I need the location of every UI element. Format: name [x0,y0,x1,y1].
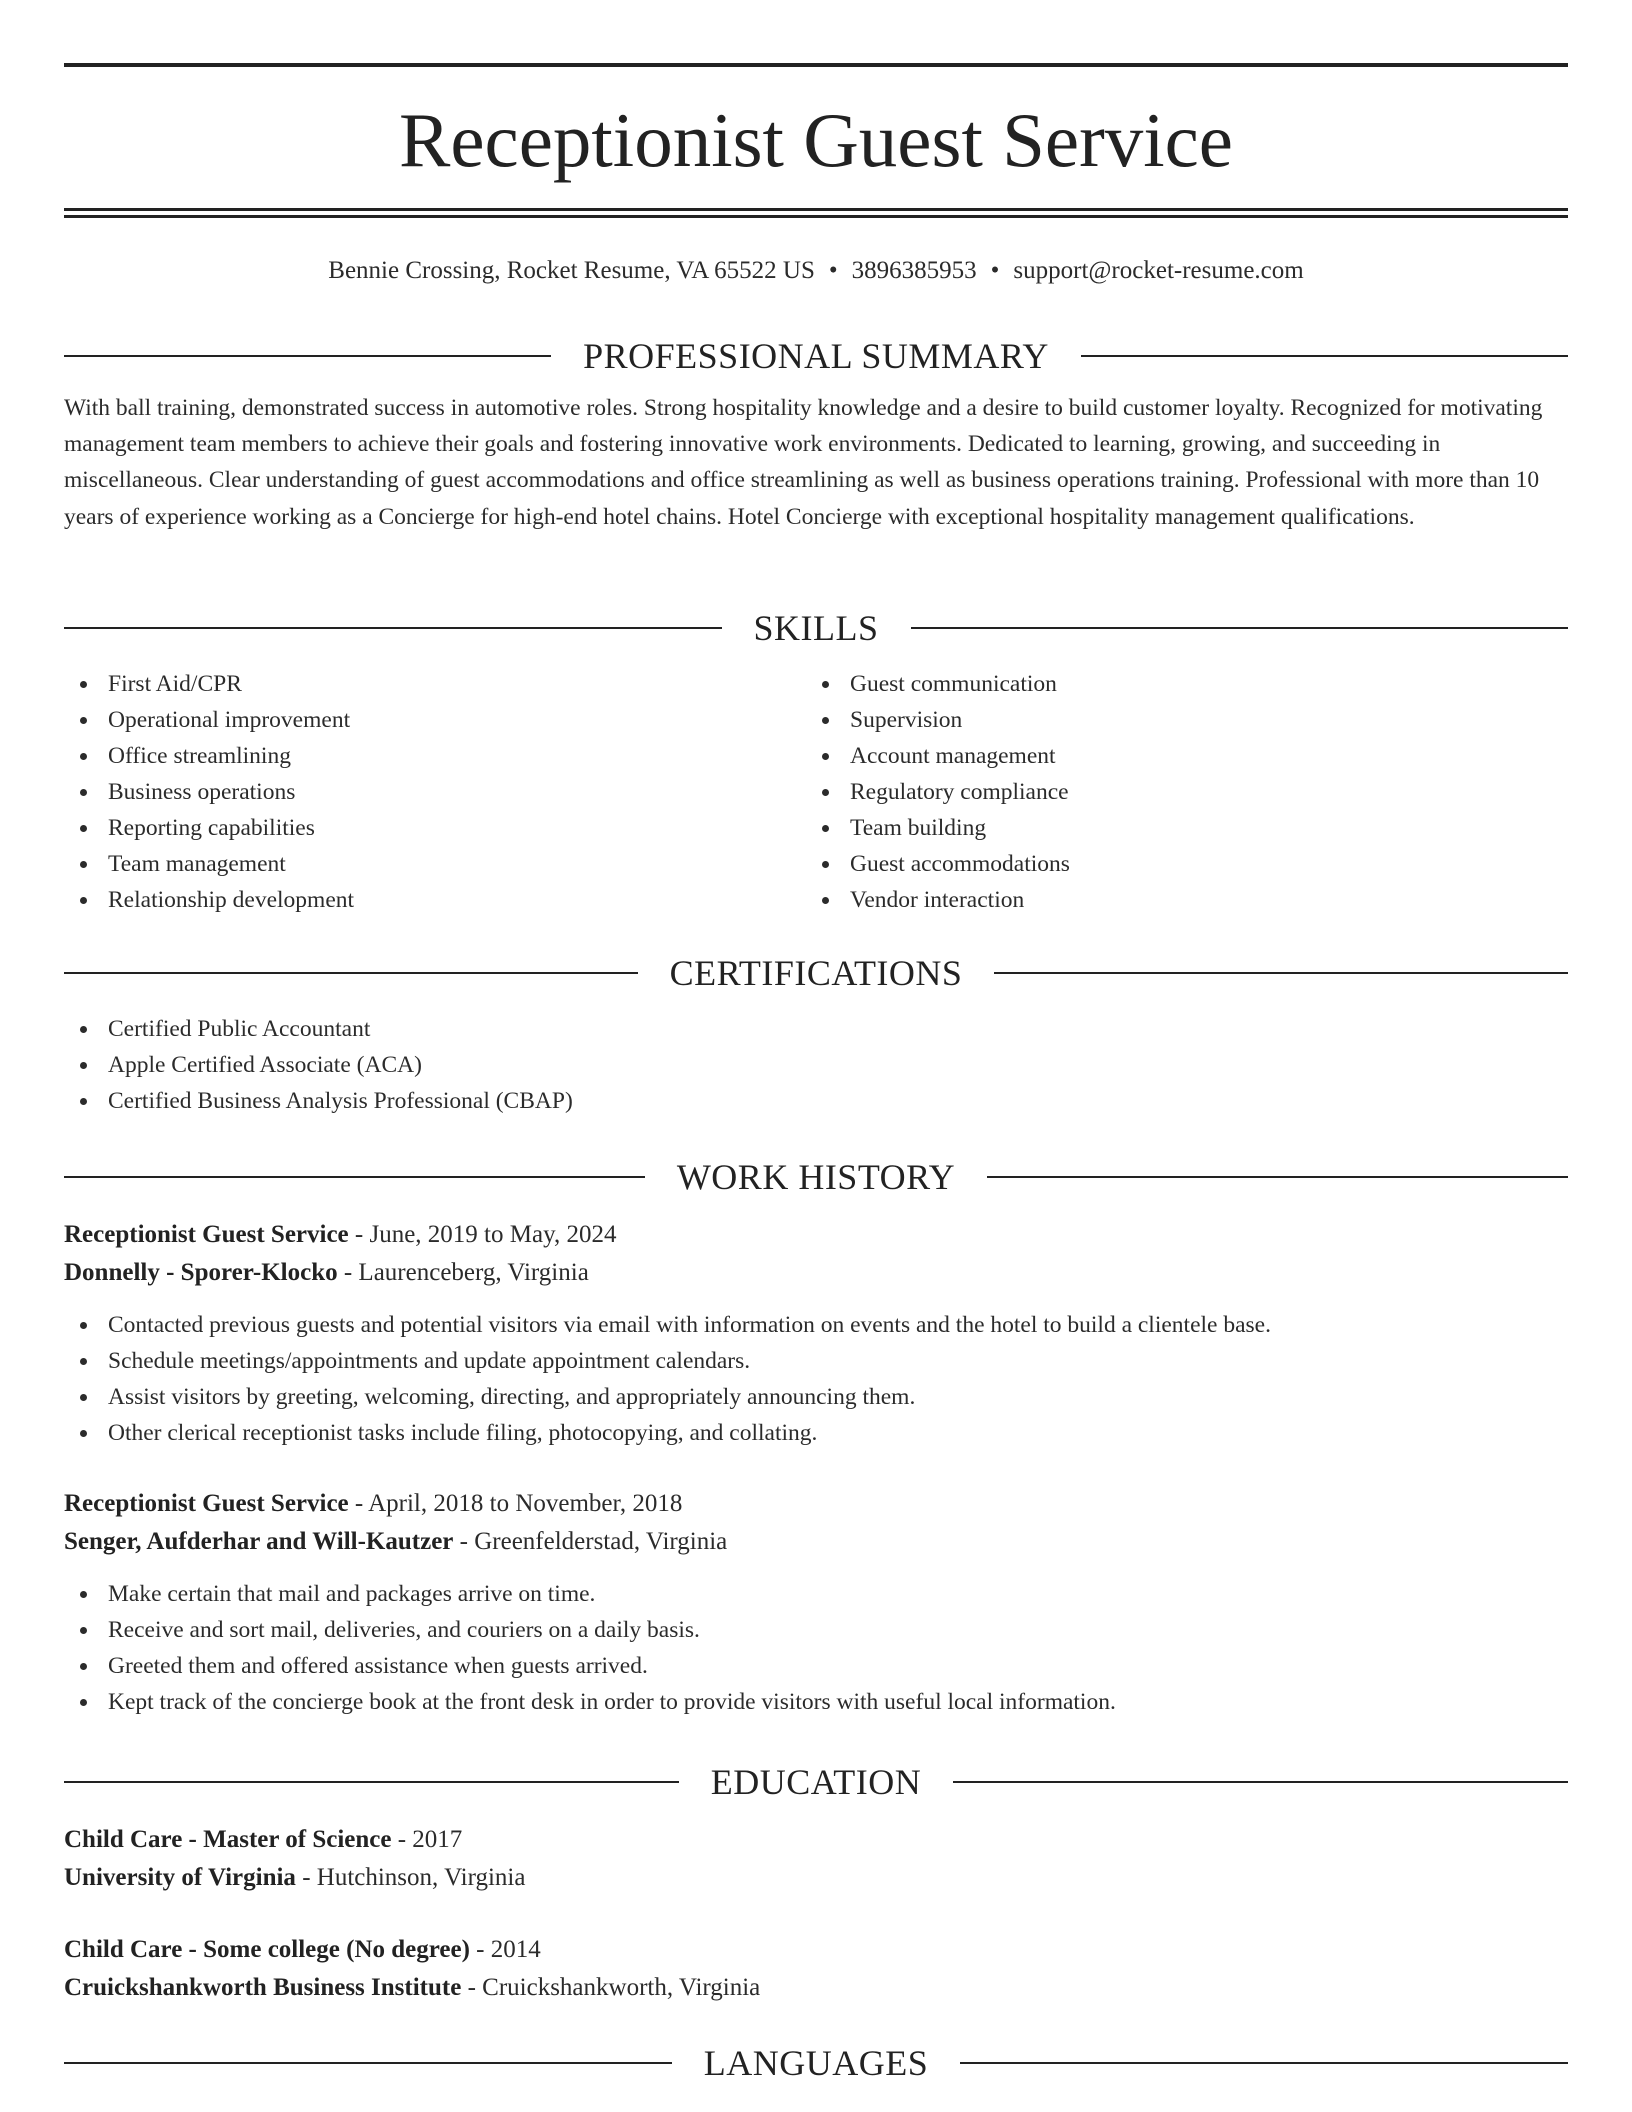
contact-separator: • [828,257,838,284]
job-title-line [64,1216,1568,1254]
contact-separator: • [990,257,1000,284]
heading-rule [960,2062,1568,2064]
job-duty: Make certain that mail and packages arrive on time. [64,1576,1568,1612]
job-role: Receptionist Guest Service [64,1221,349,1248]
skill-item: First Aid/CPR [64,666,806,702]
contact-email: support@rocket-resume.com [1013,257,1304,284]
skills-grid [64,666,1568,918]
heading-rule [64,1781,679,1783]
job-title-line [64,1485,1568,1523]
job-role: Receptionist Guest Service [64,1490,349,1517]
skill-item: Guest accommodations [806,846,1548,882]
skills-left-list [64,666,806,918]
section-skills [64,606,1568,918]
section-summary [64,334,1568,535]
education-degree: Child Care - Some college (No degree) [64,1936,470,1963]
job-duties-list [64,1576,1568,1720]
top-rule [64,63,1568,67]
skill-item: Reporting capabilities [64,810,806,846]
skill-item: Relationship development [64,882,806,918]
education-title: EDUCATION [710,1762,922,1802]
heading-rule [64,1176,645,1178]
skill-item: Team building [806,810,1548,846]
certifications-list [64,1011,1568,1119]
certification-item: Certified Business Analysis Professional (CBAP) [64,1083,1568,1119]
section-heading [64,1155,1568,1199]
section-work-history [64,1155,1568,1720]
job-dates: - April, 2018 to November, 2018 [348,1490,683,1517]
skill-item: Account management [806,738,1548,774]
contact-phone: 3896385953 [851,257,977,284]
job-company-line [64,1523,1568,1561]
job-dates: - June, 2019 to May, 2024 [348,1221,617,1248]
section-education [64,1760,1568,2007]
job-location: - Greenfelderstad, Virginia [453,1528,728,1555]
education-entry [64,1821,1568,1897]
certifications-title: CERTIFICATIONS [669,953,963,993]
skill-item: Supervision [806,702,1548,738]
job-company-line [64,1254,1568,1292]
heading-rule [953,1781,1568,1783]
candidate-name: Receptionist Guest Service [399,97,1233,183]
heading-rule [1081,355,1568,357]
job-location: - Laurenceberg, Virginia [337,1259,589,1286]
education-degree: Child Care - Master of Science [64,1826,392,1853]
heading-rule [994,972,1568,974]
skills-title: SKILLS [753,608,879,648]
skill-item: Team management [64,846,806,882]
job-entry [64,1485,1568,1720]
heading-rule [987,1176,1568,1178]
section-certifications [64,951,1568,1119]
section-heading [64,2041,1568,2085]
job-duty: Contacted previous guests and potential visitors via email with information on events and the hotel to build a clientele base. [64,1307,1568,1343]
job-duty: Greeted them and offered assistance when guests arrived. [64,1648,1568,1684]
education-degree-line [64,1931,1568,1969]
heading-rule [64,627,722,629]
education-location: - Cruickshankworth, Virginia [461,1974,761,2001]
education-year: - 2014 [469,1936,541,1963]
job-company: Senger, Aufderhar and Will-Kautzer [64,1528,454,1555]
section-heading [64,1760,1568,1804]
education-degree-line [64,1821,1568,1859]
skill-item: Regulatory compliance [806,774,1548,810]
skill-item: Office streamlining [64,738,806,774]
skill-item: Business operations [64,774,806,810]
job-duty: Kept track of the concierge book at the front desk in order to provide visitors with useful local information. [64,1684,1568,1720]
job-duties-list [64,1307,1568,1451]
certification-item: Certified Public Accountant [64,1011,1568,1047]
languages-title: LANGUAGES [703,2043,929,2083]
skill-item: Operational improvement [64,702,806,738]
summary-text: With ball training, demonstrated success in automotive roles. Strong hospitality knowledge and a desire to build customer loyalty. Recognized for motivating management team members to achieve their goals and fostering innovative work environments. Dedicated to learning, growing, and succeeding in miscellaneous. Clear understanding of guest accommodations and office streamlining as well as business operations training. Professional with more than 10 years of experience working as a Concierge for high-end hotel chains. Hotel Concierge with exceptional hospitality management qualifications. [64,395,1543,530]
contact-address: Bennie Crossing, Rocket Resume, VA 65522 US [328,257,815,284]
summary-title: PROFESSIONAL SUMMARY [583,336,1049,376]
job-duty: Other clerical receptionist tasks include filing, photocopying, and collating. [64,1415,1568,1451]
section-heading [64,606,1568,650]
section-languages [64,2041,1568,2085]
header-double-rule [64,208,1568,218]
education-location: - Hutchinson, Virginia [295,1864,526,1891]
heading-rule [64,2062,672,2064]
skills-right-list [806,666,1548,918]
work-title: WORK HISTORY [676,1157,956,1197]
education-year: - 2017 [391,1826,463,1853]
section-heading [64,951,1568,995]
job-duty: Schedule meetings/appointments and update appointment calendars. [64,1343,1568,1379]
education-school: Cruickshankworth Business Institute [64,1974,462,2001]
job-entry [64,1216,1568,1451]
certification-item: Apple Certified Associate (ACA) [64,1047,1568,1083]
section-heading [64,334,1568,378]
education-entry [64,1931,1568,2007]
education-school-line [64,1859,1568,1897]
skill-item: Guest communication [806,666,1548,702]
education-school: University of Virginia [64,1864,296,1891]
skill-item: Vendor interaction [806,882,1548,918]
education-school-line [64,1969,1568,2007]
job-duty: Assist visitors by greeting, welcoming, directing, and appropriately announcing them. [64,1379,1568,1415]
heading-rule [64,972,638,974]
heading-rule [911,627,1569,629]
job-company: Donnelly - Sporer-Klocko [64,1259,338,1286]
heading-rule [64,355,551,357]
contact-line [64,254,1568,288]
job-duty: Receive and sort mail, deliveries, and couriers on a daily basis. [64,1612,1568,1648]
